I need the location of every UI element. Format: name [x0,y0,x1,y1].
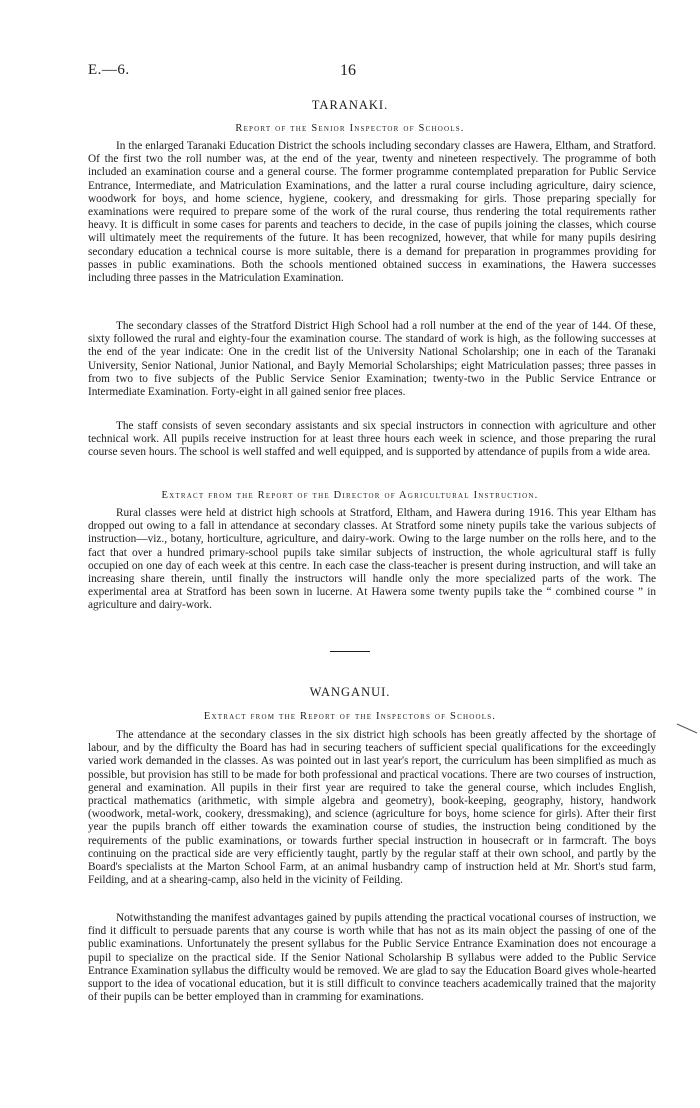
subsection-heading-inspectors: Extract from the Report of the Inspectors of Schools. [203,711,497,722]
section-title-wanganui: WANGANUI. [309,685,391,699]
paragraph: The staff consists of seven secondary assistants and six special instructors in connection with agriculture and other technical work. All pupils receive instruction for at least three hours each week in science, and those preparing the rural course seven hours. The school is well staffed and well equipped, and is supported by attendance of pupils from a wide area. [88,420,656,459]
paragraph: The attendance at the secondary classes in the six district high schools has been greatly affected by the shortage of labour, and by the difficulty the Board has had in securing teachers of sufficient special qualifications for the exceedingly varied work demanded in the classes. As was pointed out in last year's report, the curriculum has been simplified as much as possible, but provision has still to be made for both professional and practical vocations. There are two courses of instruction, general and examination. All pupils in their first year are required to take the general course, which includes English, practical mathematics (arithmetic, with simple algebra and geometry), book-keeping, geography, history, handwork (woodwork, metal-work, cookery, dressmaking), and science (agriculture for boys, home science for girls). After their first year the pupils branch off either towards the examination course of studies, the instruction being conditioned by the requirements of the public examinations, or towards further special instruction in housecraft or in farmcraft. The boys continuing on the practical side are very efficiently taught, partly by the regular staff at their own school, and partly by the Board's specialists at the Marton School Farm, at an animal husbandry camp of instruction held at Mr. Short's stud farm, Feilding, and at a shearing-camp, also held in the vicinity of Feilding. [88,729,656,887]
page-reference: E.—6. [88,62,130,78]
margin-mark [676,722,698,734]
paragraph: Notwithstanding the manifest advantages gained by pupils attending the practical vocational courses of instruction, we find it difficult to persuade parents that any course is worth while that has not as its main object the passing of one of the public examinations. Unfortunately the present syllabus for the Public Service Entrance Examination does not encourage a pupil to specialize on the practical side. If the Senior National Scholarship B syllabus were added to the Public Service Entrance Examination syllabus the difficulty would be removed. We are glad to say the Education Board gives whole-hearted support to the idea of vocational education, but it is still difficult to convince teachers academically trained that the majority of their pupils can be better employed than in cramming for examinations. [88,912,656,1004]
subsection-heading-senior-inspector: Report of the Senior Inspector of Schools. [235,123,465,134]
paragraph: The secondary classes of the Stratford District High School had a roll number at the end of the year of 144. Of these, sixty followed the rural and eighty-four the examination course. The standard of work is high, as the following successes at the end of the year indicate: One in the credit list of the University National Scholarship; one in each of the Taranaki University, Senior National, Junior National, and Bayly Memorial Scholarships; eight Matriculation passes; three passes in from two to five subjects of the Public Service Senior Examination; twenty-two in the Public Service Entrance or Intermediate Examination. Forty-eight in all gained senior free places. [88,320,656,399]
paragraph: In the enlarged Taranaki Education District the schools including secondary classes are Hawera, Eltham, and Stratford. Of the first two the roll number was, at the end of the year, twenty and nineteen respectively. The programme of both included an examination course and a general course. The former programme contemplated preparation for Public Service Entrance, Intermediate, and Matriculation Examinations, and the latter a rural course including agriculture, dairy science, woodwork for boys, and home science, hygiene, cookery, and dressmaking for girls. Those preparing specially for examinations were required to prepare some of the work of the rural course, thus rendering the total requirements rather heavy. It is difficult in some cases for parents and teachers to decide, in the case of pupils joining the classes, which course will ultimately meet the requirements of the future. It has been recognized, however, that while for many pupils desiring secondary education a technical course is more suitable, there is a demand for preparation in programmes providing for passes in public examinations. Both the schools mentioned obtained success in examinations, the Hawera successes including three passes in the Matriculation Examination. [88,140,656,285]
section-divider [330,651,370,652]
section-title-taranaki: TARANAKI. [311,98,389,112]
page-number: 16 [340,62,356,79]
paragraph: Rural classes were held at district high schools at Stratford, Eltham, and Hawera during 1916. This year Eltham has dropped out owing to a fall in attendance at secondary classes. At Stratford some ninety pupils take the various subjects of instruction—viz., botany, horticulture, agriculture, and dairy-work. Owing to the large number on the rolls here, and to the fact that over a hundred primary-school pupils take similar subjects of instruction, the whole agricultural staff is fully occupied on one day of each week at this centre. In each case the class-teacher is present during instruction, and will take an increasing share therein, until finally the instructors will handle only the more specialized parts of the work. The experimental area at Stratford has been sown in lucerne. At Hawera some twenty pupils take the “ combined course ” in agriculture and dairy-work. [88,507,656,612]
subsection-heading-agricultural-instruction: Extract from the Report of the Director of Agricultural Instruction. [161,490,539,501]
